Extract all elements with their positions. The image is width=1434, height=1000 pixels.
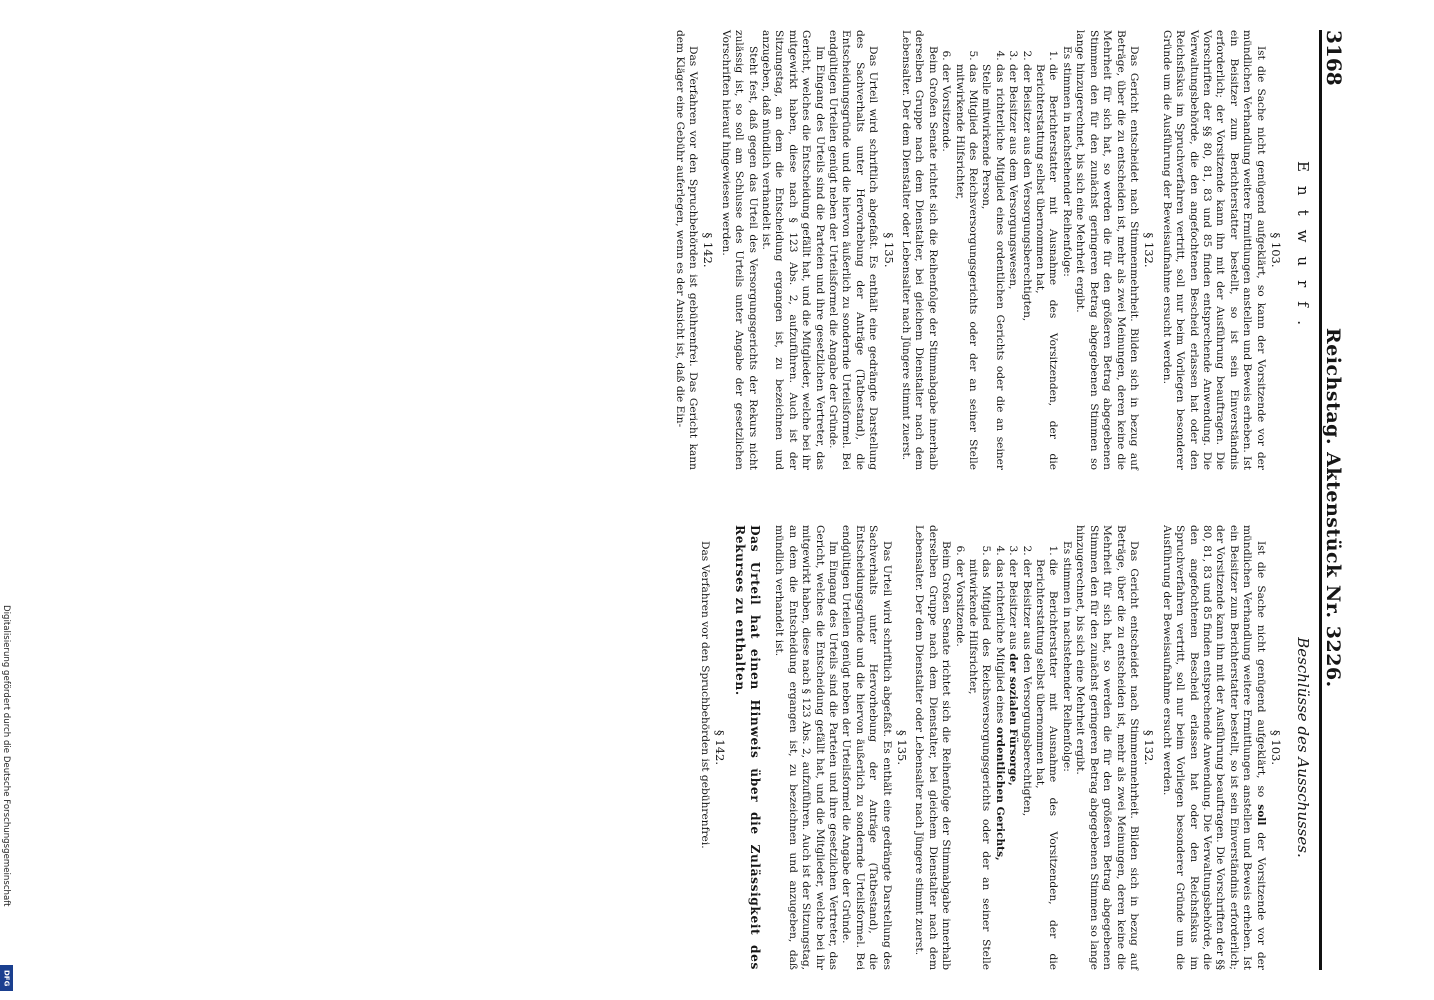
section-142-heading: § 142.	[701, 232, 716, 268]
section-132-heading: § 132.	[1142, 729, 1157, 765]
list-item: 5. das Mitglied des Reichsversorgungsgerichts oder der an seiner Stelle mitwirkende Hilfsrichter,	[952, 64, 979, 470]
appeal-notice-amendment: Das Urteil hat einen Hinweis über die Zulässigkeit des Rekurses zu enthalten.	[732, 525, 762, 970]
section-103-text: Ist die Sache nicht genügend aufgeklärt, so soll der Vorsitzende vor der mündlichen Verhandlung weitere Ermittlungen anstellen und Beweis erheben. Ist ein Beisitzer zum Berichterstatter bestellt, so ist sein Einverständnis erforderlich; der Vorsitzende kann ihn mit der Ausführung beauftragen. Die Vorschriften der §§ 80, 81, 83 und 85 finden entsprechende Anwendung. Die Verwaltungsbehörde, die den angefochtenen Bescheid erlassen hat oder den Reichsfiskus im Spruchverfahren vertritt, soll nur beim Vorliegen besonderer Gründe um die Ausführung der Beweisaufnahme ersucht werden.	[1160, 525, 1267, 970]
list-item: 5. das Mitglied des Reichsversorgungsgerichts oder der an seiner Stelle mitwirkende Hilfsrichter,	[966, 559, 993, 970]
section-103-heading: § 103.	[1269, 729, 1283, 765]
list-item: 2. der Beisitzer aus den Versorgungsberechtigten,	[1019, 559, 1032, 970]
section-103-heading: § 103.	[1269, 232, 1283, 268]
page-number: 3168	[1322, 30, 1346, 86]
digitization-credit: Digitalisierung gefördert durch die Deutsche Forschungsgemeinschaft	[1, 605, 11, 907]
section-135-para-2: Im Eingang des Urteils sind die Parteien und ihre gesetzlichen Vertreter, das Gericht, welches die Entscheidung gefällt hat, und die Mitglieder, welche bei ihr mitgewirkt haben, diese nach § 123 Abs. 2, aufzuführen. Auch ist der Sitzungstag, an dem die Entscheidung ergangen ist, zu bezeichnen und anzugeben, daß mündlich verhandelt ist.	[773, 525, 839, 970]
section-135-heading: § 135.	[895, 729, 910, 765]
section-135-heading: § 135.	[881, 232, 896, 268]
amended-word: soll	[1254, 804, 1267, 826]
section-132-para-3: Beim Großen Senate richtet sich die Reihenfolge der Stimmabgabe innerhalb derselben Gruppe nach dem Dienstalter, bei gleichem Dienstalter nach dem Lebensalter. Der dem Dienstalter oder Lebensalter nach Jüngere stimmt zuerst.	[913, 525, 953, 970]
column-heading-draft: Entwurf.	[1294, 160, 1312, 340]
voting-order-list	[939, 30, 1060, 470]
list-item: 6. der Vorsitzende.	[952, 559, 965, 970]
section-135-para-3: Steht fest, daß gegen das Urteil des Versorgungsgerichts der Rekurs nicht zulässig ist, so soll am Schlusse des Urteils unter Angabe der gesetzlichen Vorschriften hierauf hingewiesen werden.	[719, 30, 759, 470]
section-135-para-2: Im Eingang des Urteils sind die Parteien und ihre gesetzlichen Vertreter, das Gericht, welches die Entscheidung gefällt hat, und die Mitglieder, welche bei ihr mitgewirkt haben, diese nach § 123 Abs. 2, aufzuführen. Auch ist der Sitzungstag, an dem die Entscheidung ergangen ist, zu bezeichnen und anzugeben, daß mündlich verhandelt ist.	[759, 30, 826, 470]
section-142-heading: § 142.	[712, 729, 727, 765]
section-142-para-1: Das Verfahren vor den Spruchbehörden ist gebührenfrei. Das Gericht kann dem Kläger eine Gebühr auferlegen, wenn es der Ansicht ist, daß die Ein-	[673, 30, 699, 470]
section-132-para-2: Es stimmen in nachstehender Reihenfolge:	[1060, 541, 1073, 772]
voting-order-list	[952, 525, 1059, 970]
amended-phrase: der sozialen Fürsorge,	[1007, 653, 1020, 786]
section-142-para-1: Das Verfahren vor den Spruchbehörden ist gebührenfrei.	[698, 541, 711, 849]
list-item: 2. der Beisitzer aus den Versorgungsberechtigten,	[1019, 64, 1032, 470]
list-item: 3. der Beisitzer aus der sozialen Fürsorge,	[1006, 559, 1019, 970]
section-132-para-1: Das Gericht entscheidet nach Stimmenmehrheit. Bilden sich in bezug auf Beträge, über die zu entscheiden ist, mehr als zwei Meinungen, deren keine die Mehrheit für sich hat, so werden die für den größeren Betrag abgegebenen Stimmen den für den zunächst geringeren Betrag abgegebenen Stimmen so lange hinzugerechnet, bis sich eine Mehrheit ergibt.	[1074, 525, 1140, 970]
section-132-para-3: Beim Großen Senate richtet sich die Reihenfolge der Stimmabgabe innerhalb derselben Gruppe nach dem Dienstalter, bei gleichem Dienstalter nach dem Lebensalter. Der dem Dienstalter oder Lebensalter nach Jüngere stimmt zuerst.	[900, 30, 939, 470]
list-item: 4. das richterliche Mitglied eines ordentlichen Gerichts oder die an seiner Stelle mitwirkende Person,	[979, 64, 1006, 470]
section-135-para-1: Das Urteil wird schriftlich abgefaßt. Es enthält eine gedrängte Darstellung des Sachverhalts unter Hervorhebung der Anträge (Tatbestand), die Entscheidungsgründe und die hiervon äußerlich zu sondernde Urteilsformel. Bei endgültigen Urteilen genügt neben der Urteilsformel die Angabe der Gründe.	[840, 525, 893, 970]
section-132-para-2: Es stimmen in nachstehender Reihenfolge:	[1060, 46, 1073, 277]
list-item: 1. die Berichterstatter mit Ausnahme des Vorsitzenden, der die Berichterstattung selbst übernommen hat,	[1033, 64, 1060, 470]
column-heading-committee: Beschlüsse des Ausschusses.	[1294, 637, 1312, 858]
amended-phrase: ordentlichen Gerichts,	[993, 726, 1006, 861]
document-title: Reichstag. Aktenstück Nr. 3226.	[1322, 327, 1344, 688]
section-132-heading: § 132.	[1142, 232, 1157, 268]
section-135-para-1: Das Urteil wird schriftlich abgefaßt. Es enthält eine gedrängte Darstellung des Sachverhalts unter Hervorhebung der Anträge (Tatbestand), die Entscheidungsgründe und die hiervon äußerlich zu sondernde Urteilsformel. Bei endgültigen Urteilen genügt neben der Urteilsformel die Angabe der Gründe.	[827, 30, 880, 470]
draft-column	[672, 30, 1286, 470]
dfg-logo: DFG	[0, 965, 13, 991]
committee-column	[697, 525, 1286, 970]
list-item: 1. die Berichterstatter mit Ausnahme des Vorsitzenden, der die Berichterstattung selbst übernommen hat,	[1033, 559, 1060, 970]
section-132-para-1: Das Gericht entscheidet nach Stimmenmehrheit. Bilden sich in bezug auf Beträge, über die zu entscheiden ist, mehr als zwei Meinungen, deren keine die Mehrheit für sich hat, so werden die für den größeren Betrag abgegebenen Stimmen den für den zunächst geringeren Betrag abgegebenen Stimmen so lange hinzugerechnet, bis sich eine Mehrheit ergibt.	[1074, 30, 1140, 470]
section-103-text: Ist die Sache nicht genügend aufgeklärt, so kann der Vorsitzende vor der mündlichen Verhandlung weitere Ermittlungen anstellen und Beweis erheben. Ist ein Beisitzer zum Berichterstatter bestellt, so ist sein Einverständnis erforderlich; der Vorsitzende kann ihn mit der Ausführung beauftragen. Die Vorschriften der §§ 80, 81, 83 und 85 finden entsprechende Anwendung. Die Verwaltungsbehörde, die den angefochtenen Bescheid erlassen hat oder den Reichsfiskus im Spruchverfahren vertritt, soll nur beim Vorliegen besonderer Gründe um die Ausführung der Beweisaufnahme ersucht werden.	[1160, 30, 1267, 471]
list-item: 3. der Beisitzer aus dem Versorgungswesen,	[1006, 64, 1019, 470]
list-item: 4. das richterliche Mitglied eines ordentlichen Gerichts,	[992, 559, 1005, 970]
page-header	[1319, 30, 1362, 970]
list-item: 6. der Vorsitzende.	[939, 64, 952, 470]
